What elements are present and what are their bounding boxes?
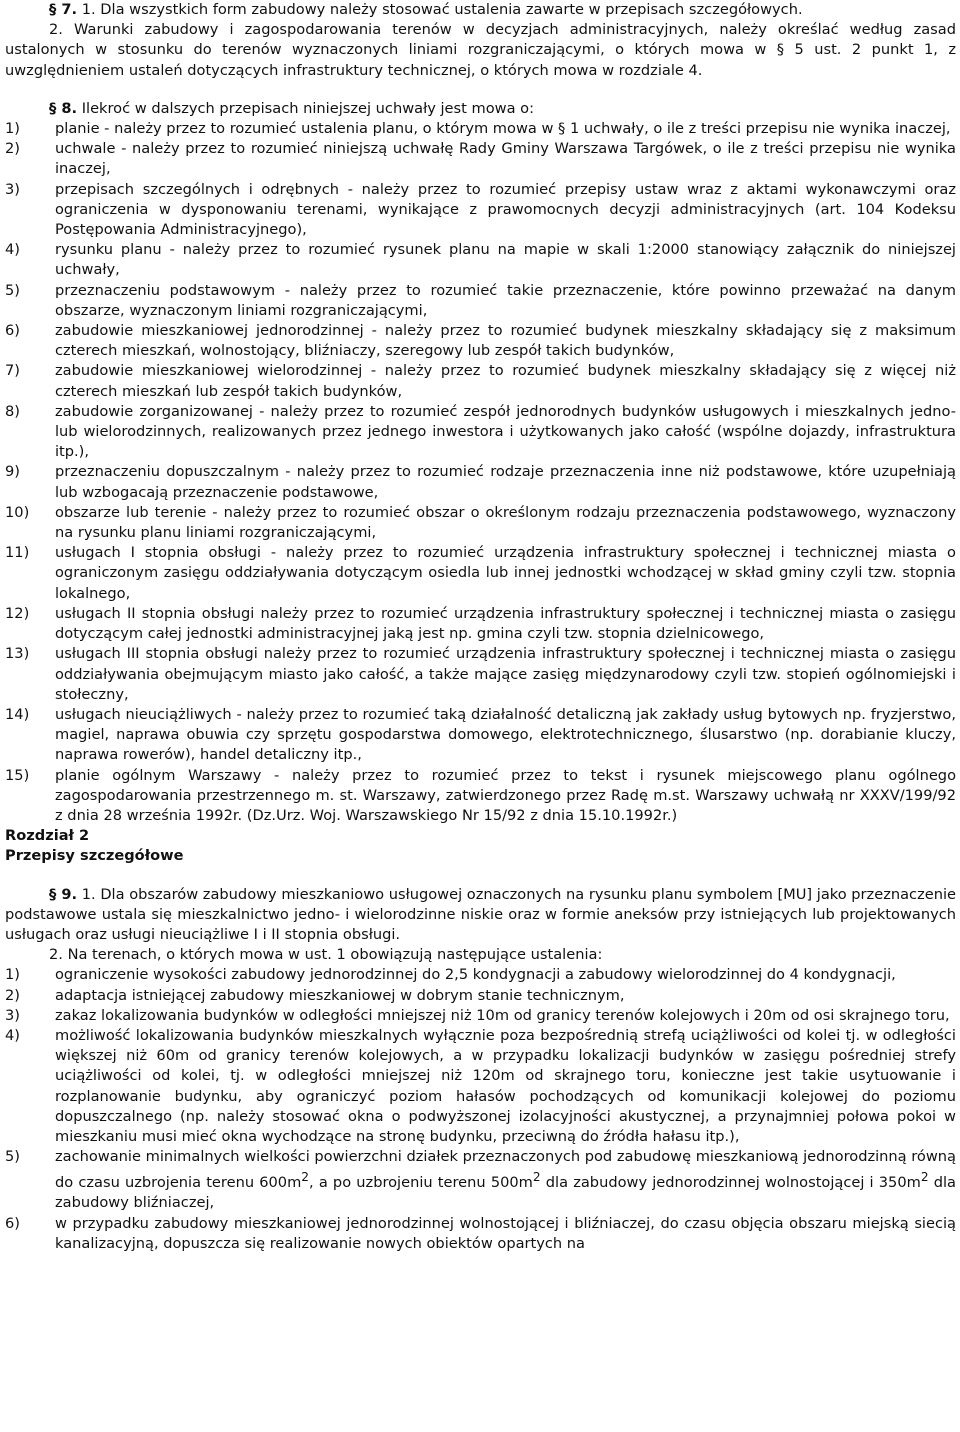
paragraph-8-intro-text: Ilekroć w dalszych przepisach niniejszej uchwały jest mowa o: bbox=[77, 99, 535, 117]
list-item-text: planie ogólnym Warszawy - należy przez to rozumieć przez to tekst i rysunek miejscowego planu ogólnego zagospodarowania przestrzennego m. st. Warszawy, zatwierdzonego przez Radę m.st. Warszawy uchwałą nr XXXV/199/92 z dnia 28 września 1992r. (Dz.Urz. Woj. Warszawskiego Nr 15/92 z dnia 15.10.1992r.) bbox=[55, 766, 956, 824]
list-item-number: 13) bbox=[5, 645, 30, 663]
list-item-number: 12) bbox=[5, 604, 30, 622]
list-item-number: 9) bbox=[5, 463, 20, 481]
list-item-number: 3) bbox=[5, 1006, 20, 1024]
text-fragment: , a po uzbrojeniu terenu 500m bbox=[309, 1174, 533, 1192]
list-item bbox=[5, 705, 956, 766]
superscript: 2 bbox=[920, 1170, 929, 1185]
list-item-text: usługach III stopnia obsługi należy przez to rozumieć urządzenia infrastruktury społecznej i technicznej miasta o zasięgu oddziaływania obejmującym miasto jako całość, a także mające zasięg międzynarodowy czyli tzw. stopień ogólnomiejski i stołeczny, bbox=[55, 645, 956, 703]
list-item-text: usługach nieuciążliwych - należy przez to rozumieć taką działalność detaliczną jak zakłady usług bytowych np. fryzjerstwo, magiel, naprawa obuwia czy sprzętu gospodarstwa domowego, elektrotechnicznego, ślusarstwo (np. dorabianie kluczy, naprawa rowerów), handel detaliczny itp., bbox=[55, 705, 956, 764]
list-item bbox=[5, 180, 956, 241]
list-item-number: 1) bbox=[5, 120, 20, 138]
list-item-text: usługach I stopnia obsługi - należy przez to rozumieć urządzenia infrastruktury społecznej i technicznej miasta o ograniczonym zasięgu oddziaływania dotyczącym osiedla lub innej jednostki wchodzącej w skład gminy czyli tzw. stopnia lokalnego, bbox=[55, 544, 956, 602]
list-item-number: 2) bbox=[5, 986, 20, 1004]
rules-list bbox=[5, 965, 956, 1254]
paragraph-7-point-2-text: Warunki zabudowy i zagospodarowania terenów w decyzjach administracyjnych, należy określać według zasad ustalonych w stosunku do terenów wyznaczonych liniami rozgraniczającymi, o których mowa w § 5 ust. 2 punkt 1, z uwzględnieniem ustaleń dotyczących infrastruktury technicznej, o których mowa w rozdziale 4. bbox=[5, 21, 956, 79]
list-item-number: 1) bbox=[5, 966, 20, 984]
list-item-number: 5) bbox=[5, 281, 20, 299]
list-item-text: przeznaczeniu dopuszczalnym - należy przez to rozumieć rodzaje przeznaczenia inne niż podstawowe, które uzupełniają lub wzbogacają przeznaczenie podstawowe, bbox=[55, 463, 956, 501]
text-fragment: zachowanie minimalnych wielkości powierzchni działek przeznaczonych pod zabudowę mieszkaniową jednorodzinną równą do czasu uzbrojenia terenu 600m bbox=[55, 1148, 956, 1192]
superscript: 2 bbox=[301, 1170, 310, 1185]
list-item-text: zabudowie zorganizowanej - należy przez to rozumieć zespół jednorodnych budynków usługowych i mieszkalnych jedno- lub wielorodzinnych, realizowanych przez jednego inwestora i użytkowanych jako całość (wspólne dojazdy, infrastruktura itp.), bbox=[55, 402, 956, 461]
list-item bbox=[5, 281, 956, 321]
paragraph-7 bbox=[5, 0, 956, 20]
list-item bbox=[5, 766, 956, 827]
list-item bbox=[5, 1214, 956, 1254]
list-item-number: 3) bbox=[5, 180, 20, 198]
list-item-text bbox=[55, 1147, 956, 1213]
list-item bbox=[5, 1026, 956, 1147]
paragraph-9-point-1-text: 1. Dla obszarów zabudowy mieszkaniowo usługowej oznaczonych na rysunku planu symbolem [MU] jako przeznaczenie podstawowe ustala się mieszkalnictwo jedno- i wielorodzinne niskie oraz w formie aneksów przy istniejących lub projektowanych usługach oraz usługi nieuciążliwe I i II stopnia obsługi. bbox=[5, 885, 956, 943]
list-item bbox=[5, 965, 956, 985]
list-item-text: zabudowie mieszkaniowej wielorodzinnej - należy przez to rozumieć budynek mieszkalny składający się z więcej niż czterech mieszkań lub zespół takich budynków, bbox=[55, 362, 956, 400]
list-item-text: przepisach szczególnych i odrębnych - należy przez to rozumieć przepisy ustaw wraz z aktami wykonawczymi oraz ograniczenia w dysponowaniu terenami, wynikające z prawomocnych decyzji administracyjnych (art. 104 Kodeksu Postępowania Administracyjnego), bbox=[55, 180, 956, 239]
list-item-number: 6) bbox=[5, 1214, 20, 1232]
paragraph-7-point-1: 1. Dla wszystkich form zabudowy należy stosować ustalenia zawarte w przepisach szczegółowych. bbox=[81, 1, 803, 18]
list-item-text: uchwale - należy przez to rozumieć niniejszą uchwałę Rady Gminy Warszawa Targówek, o ile z treści przepisu nie wynika inaczej, bbox=[55, 140, 956, 178]
paragraph-8-number: § 8. bbox=[49, 99, 78, 117]
list-item-number: 4) bbox=[5, 241, 20, 259]
text-fragment: dla zabudowy jednorodzinnej wolnostojącej i 350m bbox=[540, 1174, 921, 1192]
list-item-number: 7) bbox=[5, 362, 20, 380]
list-item-number: 4) bbox=[5, 1026, 20, 1044]
list-item-text: adaptacja istniejącej zabudowy mieszkaniowej w dobrym stanie technicznym, bbox=[55, 986, 625, 1004]
list-item bbox=[5, 604, 956, 644]
list-item-number: 2) bbox=[5, 140, 20, 158]
list-item-number: 15) bbox=[5, 766, 30, 784]
paragraph-7-number: § 7. bbox=[49, 1, 78, 18]
list-item-number: 11) bbox=[5, 544, 30, 562]
list-item-number: 10) bbox=[5, 503, 30, 521]
list-item bbox=[5, 1006, 956, 1026]
list-item bbox=[5, 503, 956, 543]
list-item-number: 5) bbox=[5, 1148, 20, 1166]
list-item bbox=[5, 361, 956, 401]
list-item bbox=[5, 119, 956, 139]
list-item-text: możliwość lokalizowania budynków mieszkalnych wyłącznie poza bezpośrednią strefą uciążliwości od kolei tj. w odległości większej niż 60m od granicy terenów kolejowych, a w przypadku lokalizacji budynków w zasięgu pośredniej strefy uciążliwości od kolei, tj. w odległości mniejszej niż 120m od skrajnego toru, konieczne jest takie usytuowanie i rozplanowanie budynku, aby ograniczyć poziom hałasów pochodzących od komunikacji kolejowej do poziomu dopuszczalnego (np. należy stosować okna o podwyższonej izolacyjności akustycznej, a przynajmniej połowa pokoi w mieszkaniu musi mieć okna wychodzące na stronę budynku, przeciwną do źródła hałasu itp.), bbox=[55, 1026, 956, 1145]
chapter-title: Rozdział 2 bbox=[5, 827, 90, 845]
list-item bbox=[5, 644, 956, 705]
list-item-text: ograniczenie wysokości zabudowy jednorodzinnej do 2,5 kondygnacji a zabudowy wielorodzinnej do 4 kondygnacji, bbox=[55, 966, 896, 984]
paragraph-9-point-2: 2. Na terenach, o których mowa w ust. 1 obowiązują następujące ustalenia: bbox=[49, 946, 603, 964]
paragraph-7-point-2 bbox=[5, 20, 956, 81]
list-item bbox=[5, 240, 956, 280]
definitions-list bbox=[5, 119, 956, 826]
list-item-text: zabudowie mieszkaniowej jednorodzinnej - należy przez to rozumieć budynek mieszkalny składający się z maksimum czterech mieszkań, wolnostojący, bliźniaczy, szeregowy lub zespół takich budynków, bbox=[55, 322, 956, 360]
paragraph-8-intro bbox=[5, 99, 956, 119]
list-item-text: planie - należy przez to rozumieć ustalenia planu, o którym mowa w § 1 uchwały, o ile z treści przepisu nie wynika inaczej, bbox=[55, 120, 951, 138]
list-item-text: obszarze lub terenie - należy przez to rozumieć obszar o określonym rodzaju przeznaczenia podstawowego, wyznaczony na rysunku planu liniami rozgraniczającymi, bbox=[55, 503, 956, 542]
list-item-number: 14) bbox=[5, 705, 30, 723]
chapter-subtitle: Przepisy szczegółowe bbox=[5, 847, 184, 865]
list-item-text: rysunku planu - należy przez to rozumieć rysunek planu na mapie w skali 1:2000 stanowiący załącznik do niniejszej uchwały, bbox=[55, 241, 956, 279]
list-item-text: zakaz lokalizowania budynków w odległości mniejszej niż 10m od granicy terenów kolejowych i 20m od osi skrajnego toru, bbox=[55, 1006, 950, 1024]
paragraph-9-point-1 bbox=[5, 885, 956, 946]
list-item bbox=[5, 139, 956, 179]
list-item bbox=[5, 402, 956, 463]
list-item-text: przeznaczeniu podstawowym - należy przez to rozumieć takie przeznaczenie, które powinno przeważać na danym obszarze, wyznaczonym liniami rozgraniczającymi, bbox=[55, 281, 956, 319]
list-item-number: 8) bbox=[5, 402, 20, 420]
list-item-text: w przypadku zabudowy mieszkaniowej jednorodzinnej wolnostojącej i bliźniaczej, do czasu objęcia obszaru miejską siecią kanalizacyjną, dopuszcza się realizowanie nowych obiektów opartych na bbox=[55, 1214, 956, 1252]
superscript: 2 bbox=[532, 1170, 541, 1185]
list-item bbox=[5, 1147, 956, 1213]
text-fragment: dla zabudowy bliźniaczej, bbox=[55, 1174, 956, 1212]
list-item-text: usługach II stopnia obsługi należy przez to rozumieć urządzenia infrastruktury społecznej i technicznej miasta o zasięgu dotyczącym całej jednostki administracyjnej jaką jest np. gmina czyli tzw. stopnia dzielnicowego, bbox=[55, 604, 956, 643]
list-item bbox=[5, 462, 956, 502]
paragraph-7-point-2-number: 2. bbox=[49, 21, 63, 39]
list-item bbox=[5, 543, 956, 604]
list-item bbox=[5, 986, 956, 1006]
paragraph-9-number: § 9. bbox=[49, 885, 78, 903]
list-item bbox=[5, 321, 956, 361]
list-item-number: 6) bbox=[5, 322, 20, 340]
